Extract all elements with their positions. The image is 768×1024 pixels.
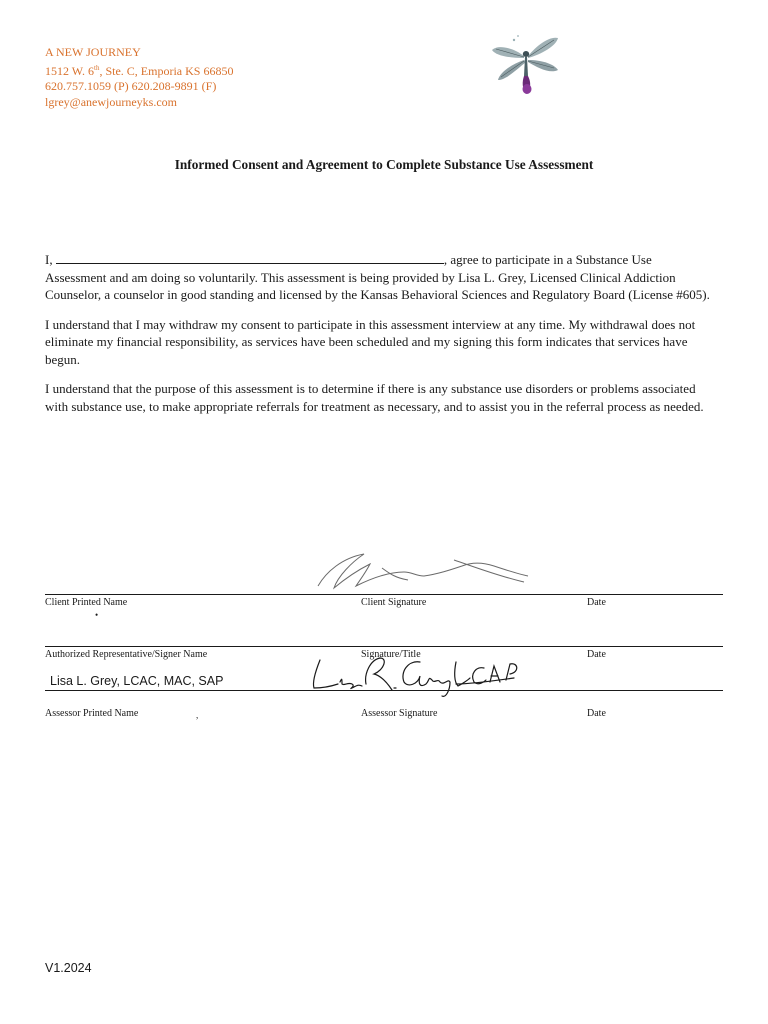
client-signature-line bbox=[45, 594, 723, 595]
consent-paragraph-2: I understand that I may withdraw my consent to participate in this assessment interview at any time. My withdrawal does not eliminate my financial responsibility, as services have been scheduled and my signing this form indicates that services have begun. bbox=[45, 316, 696, 367]
client-date-label: Date bbox=[587, 597, 606, 608]
representative-signature-line bbox=[45, 646, 723, 647]
client-signature-label: Client Signature bbox=[361, 597, 427, 608]
assessor-signature-label: Assessor Signature bbox=[361, 708, 438, 719]
org-email: lgrey@anewjourneyks.com bbox=[45, 94, 178, 109]
consent-paragraph-3: I understand that the purpose of this assessment is to determine if there is any substance use disorders or problems associated with substance use, to make appropriate referrals for treatment as necessary, and to assist you in the referral process as needed. bbox=[45, 381, 704, 414]
representative-date-label: Date bbox=[587, 649, 606, 660]
stray-comma: , bbox=[196, 710, 199, 720]
dragonfly-icon bbox=[488, 30, 564, 102]
assessor-signature-line bbox=[45, 690, 723, 691]
letterhead bbox=[45, 45, 233, 110]
client-printed-name-label: Client Printed Name bbox=[45, 597, 128, 608]
signature-title-label: Signature/Title bbox=[361, 649, 421, 660]
stray-mark: • bbox=[95, 610, 99, 620]
org-name: A NEW JOURNEY bbox=[45, 45, 141, 59]
document-title: Informed Consent and Agreement to Complete Substance Use Assessment bbox=[174, 157, 594, 172]
authorized-rep-label: Authorized Representative/Signer Name bbox=[45, 649, 208, 660]
representative-name-value: Lisa L. Grey, LCAC, MAC, SAP bbox=[50, 674, 224, 688]
version-label: V1.2024 bbox=[45, 961, 92, 975]
client-name-blank[interactable] bbox=[56, 251, 444, 264]
consent-body bbox=[45, 251, 713, 427]
assessor-printed-name-label: Assessor Printed Name bbox=[45, 708, 139, 719]
org-address: 1512 W. 6th, Ste. C, Emporia KS 66850 bbox=[45, 63, 234, 78]
org-phone: 620.757.1059 (P) 620.208-9891 (F) bbox=[45, 79, 217, 93]
client-signature-scribble bbox=[312, 548, 534, 592]
assessor-date-label: Date bbox=[587, 708, 606, 719]
representative-signature-scribble bbox=[308, 654, 524, 700]
consent-paragraph-1: I, , agree to participate in a Substance Use Assessment and am doing so voluntarily. This assessment is being provided by Lisa L. Grey, Licensed Clinical Addiction Counselor, a counselor in good standing and licensed by the Kansas Behavioral Sciences and Regulatory Board (License #605). bbox=[45, 252, 710, 302]
